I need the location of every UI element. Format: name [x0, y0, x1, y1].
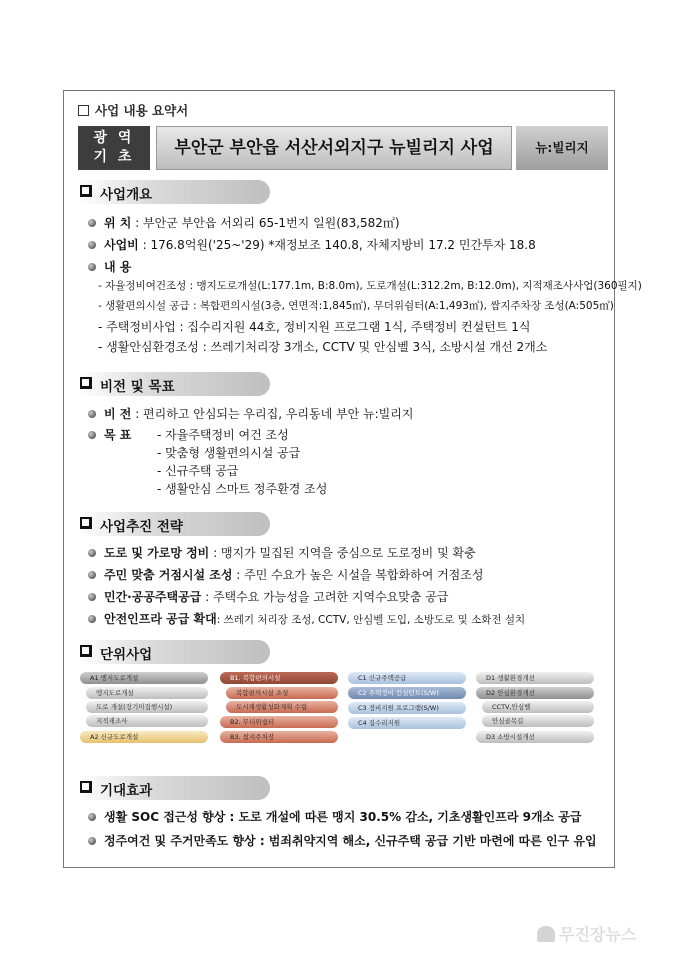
- checkbox-icon: [80, 645, 92, 657]
- title-brand: 뉴:빌리지: [516, 126, 608, 170]
- overview-item: - 자율정비여건조성 : 맹지도로개설(L:177.1m, B:8.0m), 도로개설(L:312.2m, B:12.0m), 지적재조사사업(360필지): [98, 280, 642, 292]
- strategy-item: 안전인프라 공급 확대: 쓰레기 처리장 조성, CCTV, 안심벨 도입, 소방도로 및 소화전 설치: [88, 610, 525, 627]
- section-header-vision: 비전 및 목표: [78, 372, 270, 396]
- overview-location: 위 치 : 부안군 부안읍 서외리 65-1번지 일원(83,582㎡): [88, 214, 400, 231]
- goal-item: - 맞춤형 생활편의시설 공급: [157, 446, 301, 460]
- mountain-logo-icon: [537, 926, 555, 942]
- goal-item: - 생활안심 스마트 정주환경 조성: [157, 482, 328, 496]
- unit-a1: A1 맹지도로개설: [80, 672, 208, 684]
- bullet-icon: [88, 549, 96, 557]
- watermark: 무진장뉴스: [537, 922, 636, 945]
- unit-c1: C1 신규주택공급: [348, 672, 466, 684]
- unit-c4: C4 집수리지원: [348, 717, 466, 729]
- unit-b2: B2. 무더위쉼터: [220, 716, 338, 728]
- checkbox-icon: [80, 781, 92, 793]
- overview-item: - 주택정비사업 : 집수리지원 44호, 정비지원 프로그램 1식, 주택정비 컨설턴트 1식: [98, 320, 531, 334]
- unit-c3: C3 정비지원 프로그램(S/W): [348, 702, 466, 714]
- section-header-strategy: 사업추진 전략: [78, 512, 270, 536]
- bullet-icon: [88, 813, 96, 821]
- bullet-icon: [88, 571, 96, 579]
- strategy-item: 도로 및 가로망 정비 : 맹지가 밀집된 지역을 중심으로 도로정비 및 확충: [88, 544, 476, 561]
- section-header-unit: 단위사업: [78, 640, 270, 664]
- unit-a1-1: 맹지도로개설: [86, 687, 208, 699]
- overview-cost: 사업비 : 176.8억원('25~'29) *재정보조 140.8, 자체지방비 17.2 민간투자 18.8: [88, 236, 536, 253]
- checkbox-icon: [80, 517, 92, 529]
- title-bar: [78, 126, 608, 170]
- bullet-icon: [88, 263, 96, 271]
- unit-a1-2: 도로 개설(장기미집행시설): [86, 701, 208, 713]
- section-header-effect: 기대효과: [78, 776, 270, 800]
- unit-b1-2: 도시재생활성화계획 수립: [226, 701, 338, 713]
- unit-c2: C2 주택정비 컨설턴트(S/W): [348, 687, 466, 699]
- goal-item: - 신규주택 공급: [157, 464, 239, 478]
- vision-line: 비 전 : 편리하고 안심되는 우리집, 우리동네 부안 뉴:빌리지: [88, 405, 413, 422]
- unit-b1-1: 복합편의시설 조성: [226, 687, 338, 699]
- overview-item: - 생활안심환경조성 : 쓰레기처리장 3개소, CCTV 및 안심벨 3식, 소방시설 개선 2개소: [98, 340, 548, 354]
- bullet-icon: [88, 241, 96, 249]
- unit-d2-1: CCTV,안심벨: [482, 701, 594, 713]
- strategy-item: 주민 맞춤 거점시설 조성 : 주민 수요가 높은 시설을 복합화하여 거점조성: [88, 566, 483, 583]
- unit-b3: B3. 쌈지주차장: [220, 731, 338, 743]
- bullet-icon: [88, 219, 96, 227]
- document-frame: [63, 90, 615, 868]
- overview-item: - 생활편의시설 공급 : 복합편의시설(3층, 연면적:1,845㎡), 무더위쉼터(A:1,493㎡), 쌈지주차장 조성(A:505㎡): [98, 300, 614, 312]
- effect-item: 정주여건 및 주거만족도 향상 : 범죄취약지역 해소, 신규주택 공급 기반 마련에 따른 인구 유입: [88, 832, 597, 849]
- unit-d2-2: 안심골목길: [482, 715, 594, 727]
- title-category: 광 역 기 초: [78, 126, 150, 170]
- strategy-item: 민간·공공주택공급 : 주택수요 가능성을 고려한 지역수요맞춤 공급: [88, 588, 448, 605]
- unit-a1-3: 지적재조사: [86, 715, 208, 727]
- goal-item: - 자율주택정비 여건 조성: [157, 428, 289, 442]
- bullet-icon: [88, 615, 96, 623]
- checkbox-icon: [78, 105, 89, 116]
- effect-item: 생활 SOC 접근성 향상 : 도로 개설에 따른 맹지 30.5% 감소, 기초생활인프라 9개소 공급: [88, 808, 582, 825]
- unit-project-diagram: [80, 670, 600, 746]
- checkbox-icon: [80, 377, 92, 389]
- unit-b1: B1. 복합편의시설: [220, 672, 338, 684]
- section-header-overview: 사업개요: [78, 180, 270, 204]
- doc-label: 사업 내용 요약서: [78, 101, 188, 119]
- bullet-icon: [88, 837, 96, 845]
- bullet-icon: [88, 410, 96, 418]
- unit-d2: D2 안심환경개선: [476, 687, 594, 699]
- overview-content: 내 용: [88, 258, 131, 275]
- unit-d3: D3 소방시설개선: [476, 731, 594, 743]
- bullet-icon: [88, 431, 96, 439]
- checkbox-icon: [80, 185, 92, 197]
- unit-a2: A2 신규도로개설: [80, 731, 208, 743]
- page-title: 부안군 부안읍 서산서외지구 뉴빌리지 사업: [156, 126, 512, 170]
- goal-line: 목 표: [88, 426, 131, 443]
- bullet-icon: [88, 593, 96, 601]
- unit-d1: D1 생활환경개선: [476, 672, 594, 684]
